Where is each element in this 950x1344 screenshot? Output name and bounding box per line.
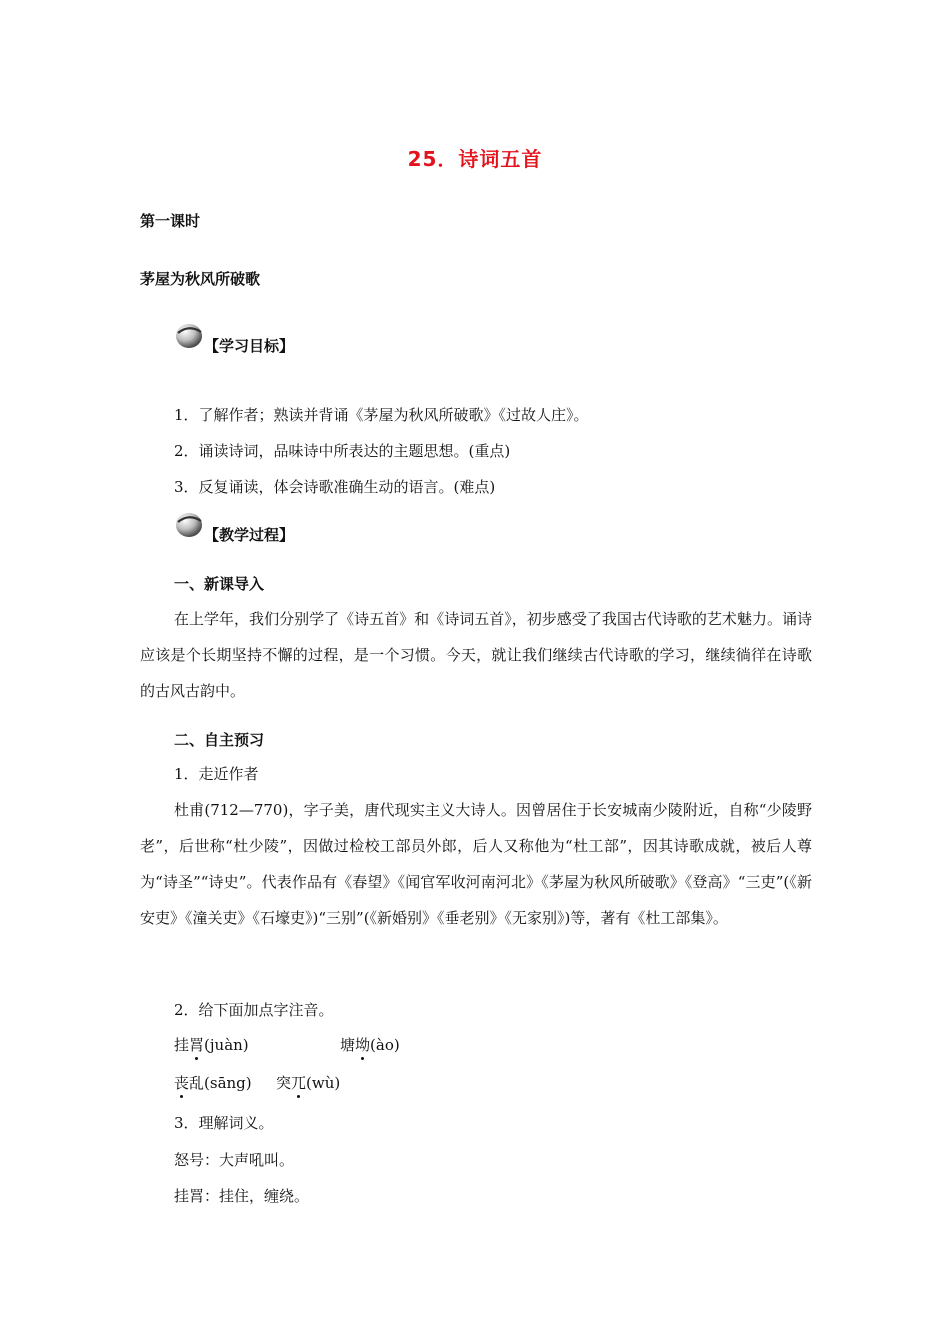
part1-heading: 一、新课导入 <box>174 575 265 593</box>
dotted-char: 丧 <box>174 1074 190 1092</box>
intro-paragraph <box>140 601 812 709</box>
goal-item-3: 3．反复诵读，体会诗歌准确生动的语言。(难点) <box>174 478 496 496</box>
part2-heading: 二、自主预习 <box>174 731 265 749</box>
pinyin-item-4: 突兀(wù) <box>276 1074 341 1092</box>
section-goals-heading: 【学习目标】 <box>204 337 295 355</box>
item1-label: 1．走近作者 <box>174 765 259 783</box>
lesson-label: 第一课时 <box>140 212 201 230</box>
dotted-char: 罥 <box>189 1036 205 1054</box>
poem-title: 茅屋为秋风所破歌 <box>140 270 261 288</box>
section-process-heading: 【教学过程】 <box>204 526 295 544</box>
item3-label: 3．理解词义。 <box>174 1114 274 1132</box>
author-paragraph <box>140 792 812 936</box>
author-paragraph-text: 杜甫(712—770)，字子美，唐代现实主义大诗人。因曾居住于长安城南少陵附近，自称“少陵野老”，后世称“杜少陵”，因做过检校工部员外郎，后人又称他为“杜工部”，因其诗歌成就，被后人尊为“诗圣”“诗史”。代表作品有《春望》《闻官军收河南河北》《茅屋为秋风所破歌》《登高》“三吏”(《新安吏》《潼关吏》《石壕吏》)“三别”(《新婚别》《垂老别》《无家别》)等，著有《杜工部集》。 <box>140 801 812 927</box>
sphere-bullet-icon <box>174 509 204 539</box>
definition-1: 怒号：大声吼叫。 <box>174 1151 295 1169</box>
dotted-char: 兀 <box>291 1074 307 1092</box>
dotted-char: 坳 <box>355 1036 371 1054</box>
document-title: 25．诗词五首 <box>407 147 543 171</box>
pinyin-item-3: 丧乱(sāng) <box>174 1074 252 1092</box>
sphere-bullet-icon <box>174 320 204 350</box>
goal-item-2: 2．诵读诗词，品味诗中所表达的主题思想。(重点) <box>174 442 511 460</box>
goal-item-1: 1．了解作者；熟读并背诵《茅屋为秋风所破歌》《过故人庄》。 <box>174 406 589 424</box>
item2-label: 2．给下面加点字注音。 <box>174 1001 334 1019</box>
pinyin-item-1: 挂罥(juàn) <box>174 1036 249 1054</box>
definition-2: 挂罥：挂住，缠绕。 <box>174 1187 310 1205</box>
intro-paragraph-text: 在上学年，我们分别学了《诗五首》和《诗词五首》，初步感受了我国古代诗歌的艺术魅力。诵诗应该是个长期坚持不懈的过程，是一个习惯。今天，就让我们继续古代诗歌的学习，继续徜徉在诗歌的古风古韵中。 <box>140 610 812 700</box>
pinyin-item-2: 塘坳(ào) <box>340 1036 400 1054</box>
